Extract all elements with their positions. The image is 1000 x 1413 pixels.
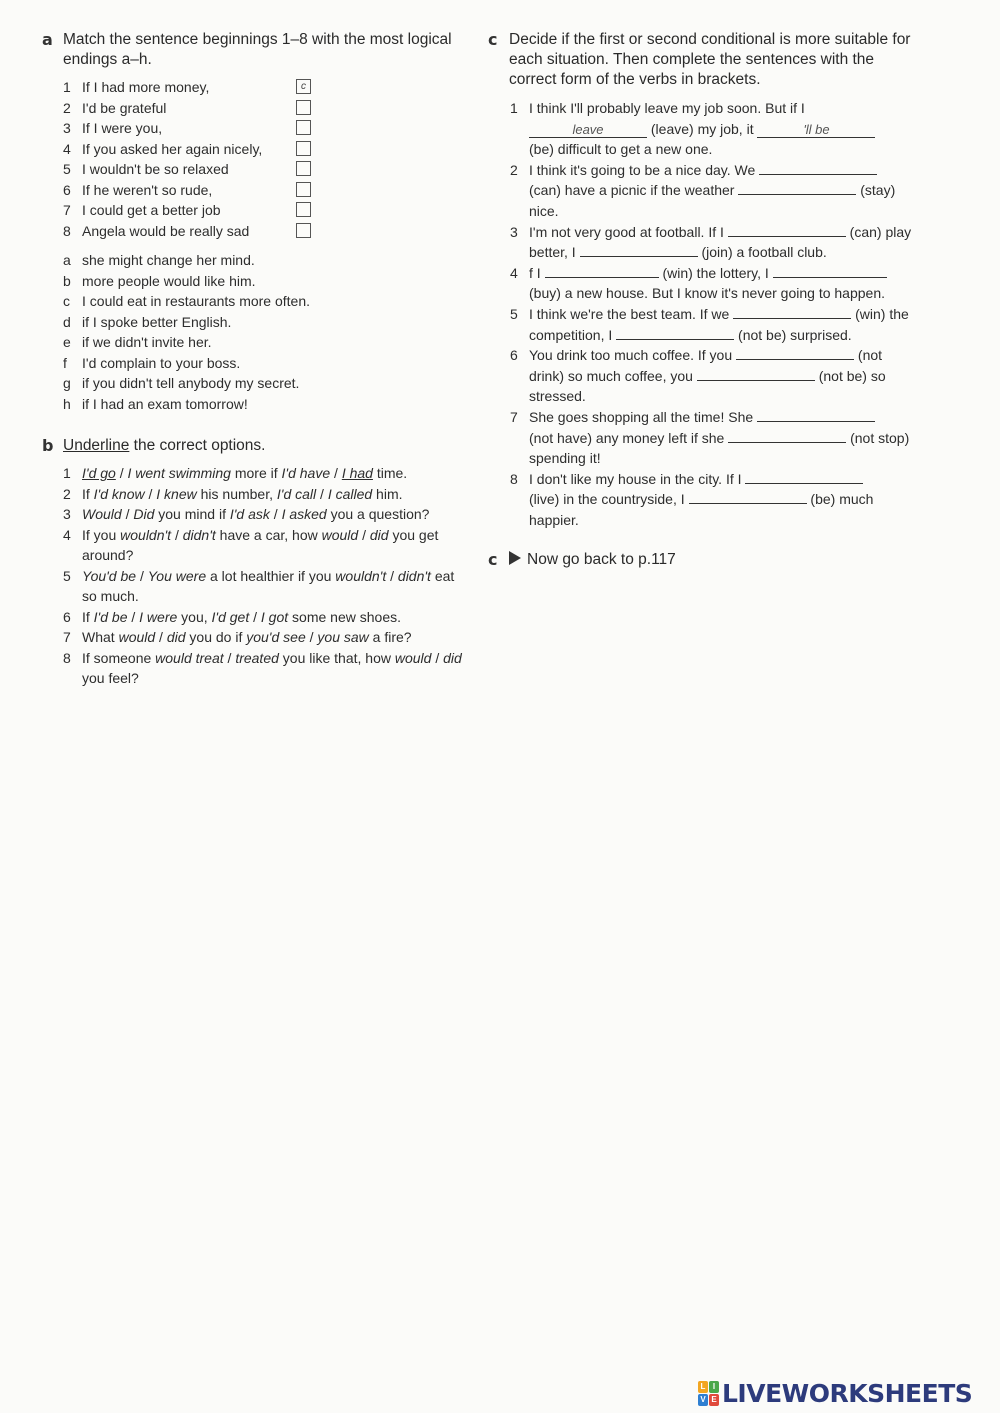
option[interactable]: I'd be (93, 608, 128, 625)
beginning-item: 2 I'd be grateful (42, 98, 462, 119)
section-a-heading (42, 30, 462, 70)
option[interactable]: I went swimming (127, 465, 231, 481)
beginning-item: 5 I wouldn't be so relaxed (42, 159, 462, 180)
answer-blank[interactable] (545, 263, 659, 278)
option[interactable]: I asked (281, 506, 327, 522)
option[interactable]: I'd get (211, 608, 250, 625)
left-column (42, 30, 462, 689)
option[interactable]: You'd be (82, 567, 137, 584)
answer-blank[interactable] (757, 407, 875, 422)
option[interactable]: I knew (156, 485, 197, 502)
logo-mark-icon: L I V E (698, 1381, 719, 1406)
c-item: 6 You drink too much coffee. If you (not drink) so much coffee, you (not be) so stressed. (510, 347, 886, 405)
answer-blank[interactable] (745, 469, 863, 484)
option[interactable]: Would (82, 506, 122, 522)
option[interactable]: I got (260, 608, 289, 625)
ending-item: a she might change her mind. (63, 252, 255, 268)
option[interactable]: I'd have (281, 465, 331, 481)
option[interactable]: didn't (182, 526, 216, 543)
option[interactable]: I'd know (93, 485, 145, 502)
answer-blank[interactable] (733, 304, 851, 319)
underline-word: Underline (63, 437, 130, 454)
option[interactable]: I'd ask (229, 506, 270, 522)
option[interactable]: treated (235, 649, 279, 666)
option[interactable]: would treat (155, 649, 224, 666)
ending-item: e if we didn't invite her. (63, 334, 212, 350)
beginning-item: 3 If I were you, (42, 118, 462, 139)
section-c-list (488, 98, 918, 530)
section-a-instruction: Match the sentence beginnings 1–8 with the most logical endings a–h. (63, 31, 452, 68)
endings-list (42, 250, 462, 414)
liveworksheets-logo (698, 1380, 972, 1406)
c-item: 5 I think we're the best team. If we (win) the competition, I (not be) surprised. (510, 305, 909, 343)
c-item: 4 f I (win) the lottery, I (buy) a new house. But I know it's never going to happen. (510, 264, 886, 302)
option[interactable]: didn't (397, 567, 431, 584)
section-b-heading: b Underline the correct options. (42, 436, 266, 455)
answer-box[interactable] (296, 141, 311, 156)
b-item: 4 If you wouldn't / didn't have a car, how would / did you get around? (63, 526, 439, 563)
answer-box[interactable] (296, 202, 311, 217)
answer-box[interactable] (296, 120, 311, 135)
answer-box[interactable] (296, 182, 311, 197)
right-column (488, 30, 918, 570)
answer-blank[interactable] (728, 222, 846, 237)
section-c-instruction: Decide if the first or second conditional is more suitable for each situation. Then complete the sentences with the correct form of the verbs in brackets. (509, 31, 911, 88)
option[interactable]: Did (133, 506, 155, 522)
option[interactable]: you saw (317, 629, 369, 645)
answer-blank[interactable] (773, 263, 887, 278)
c-item: 1 I think I'll probably leave my job soon. But if I leave (leave) my job, it 'll be (be) difficult to get a new one. (488, 98, 918, 160)
answer-blank[interactable]: leave (529, 123, 647, 138)
option[interactable]: wouldn't (120, 526, 172, 543)
option[interactable]: I were (139, 608, 178, 625)
beginning-item: 4 If you asked her again nicely, (42, 139, 462, 160)
option[interactable]: I'd call (276, 485, 317, 502)
ending-item: c I could eat in restaurants more often. (63, 293, 311, 309)
beginning-item: 7 I could get a better job (42, 200, 462, 221)
final-c-letter: c (488, 550, 498, 570)
answer-box[interactable] (296, 161, 311, 176)
answer-blank[interactable] (689, 489, 807, 504)
play-arrow-icon (509, 551, 521, 565)
ending-item: g if you didn't tell anybody my secret. (63, 375, 300, 391)
go-back-note (488, 550, 918, 570)
c-item: 3 I'm not very good at football. If I (can) play better, I (join) a football club. (510, 223, 912, 261)
answer-blank[interactable] (616, 325, 734, 340)
answer-blank[interactable]: 'll be (757, 123, 875, 138)
section-b-letter: b (42, 436, 54, 455)
option[interactable]: would (321, 526, 359, 543)
answer-blank[interactable] (736, 345, 854, 360)
b-item: 3 Would / Did you mind if I'd ask / I asked you a question? (63, 506, 430, 522)
beginning-item: 8 Angela would be really sad (42, 221, 462, 242)
beginning-item: 1 If I had more money, c (42, 77, 462, 98)
option[interactable]: did (443, 649, 462, 666)
option[interactable]: would (394, 649, 432, 666)
b-item: 8 If someone would treat / treated you like that, how would / did you feel? (63, 649, 462, 686)
ending-item: h if I had an exam tomorrow! (63, 395, 248, 412)
section-b-list (42, 463, 462, 689)
option[interactable]: did (166, 629, 186, 645)
answer-blank[interactable] (738, 180, 856, 195)
option[interactable]: I called (327, 485, 373, 502)
section-a-letter: a (42, 30, 53, 49)
option[interactable]: you'd see (246, 629, 306, 645)
c-item: 7 She goes shopping all the time! She (not have) any money left if she (not stop) spending it! (510, 408, 910, 467)
logo-text: LIVEWORKSHEETS (722, 1378, 973, 1408)
answer-blank[interactable] (759, 160, 877, 175)
option[interactable]: You were (147, 567, 207, 584)
b-item: 5 You'd be / You were a lot healthier if you wouldn't / didn't eat so much. (63, 567, 455, 604)
go-back-text: Now go back to p.117 (527, 551, 676, 569)
b-item: 6 If I'd be / I were you, I'd get / I got some new shoes. (63, 608, 401, 625)
answer-blank[interactable] (728, 428, 846, 443)
ending-item: d if I spoke better English. (63, 313, 232, 330)
answer-box[interactable] (296, 100, 311, 115)
c-item: 8 I don't like my house in the city. If I (live) in the countryside, I (be) much happier. (510, 470, 874, 528)
beginnings-list (42, 77, 462, 241)
option[interactable]: I'd go (82, 465, 116, 481)
option[interactable]: would (118, 629, 156, 645)
section-c-letter: c (488, 30, 498, 49)
ending-item: f I'd complain to your boss. (63, 354, 241, 371)
answer-box[interactable] (296, 223, 311, 238)
option[interactable]: I had (341, 465, 373, 481)
b-item: 7 What would / did you do if you'd see / you saw a fire? (63, 629, 412, 645)
option[interactable]: wouldn't (335, 567, 387, 584)
answer-blank[interactable] (580, 242, 698, 257)
answer-blank[interactable] (697, 366, 815, 381)
b-item: 2 If I'd know / I knew his number, I'd call / I called him. (63, 485, 403, 502)
b-item: 1 I'd go / I went swimming more if I'd have / I had time. (63, 465, 408, 481)
answer-box[interactable]: c (296, 79, 311, 94)
option[interactable]: did (369, 526, 389, 543)
ending-item: b more people would like him. (63, 272, 256, 289)
section-c-heading (488, 30, 918, 90)
c-item: 2 I think it's going to be a nice day. We (can) have a picnic if the weather (stay) nice. (510, 161, 896, 219)
beginning-item: 6 If he weren't so rude, (42, 180, 462, 201)
